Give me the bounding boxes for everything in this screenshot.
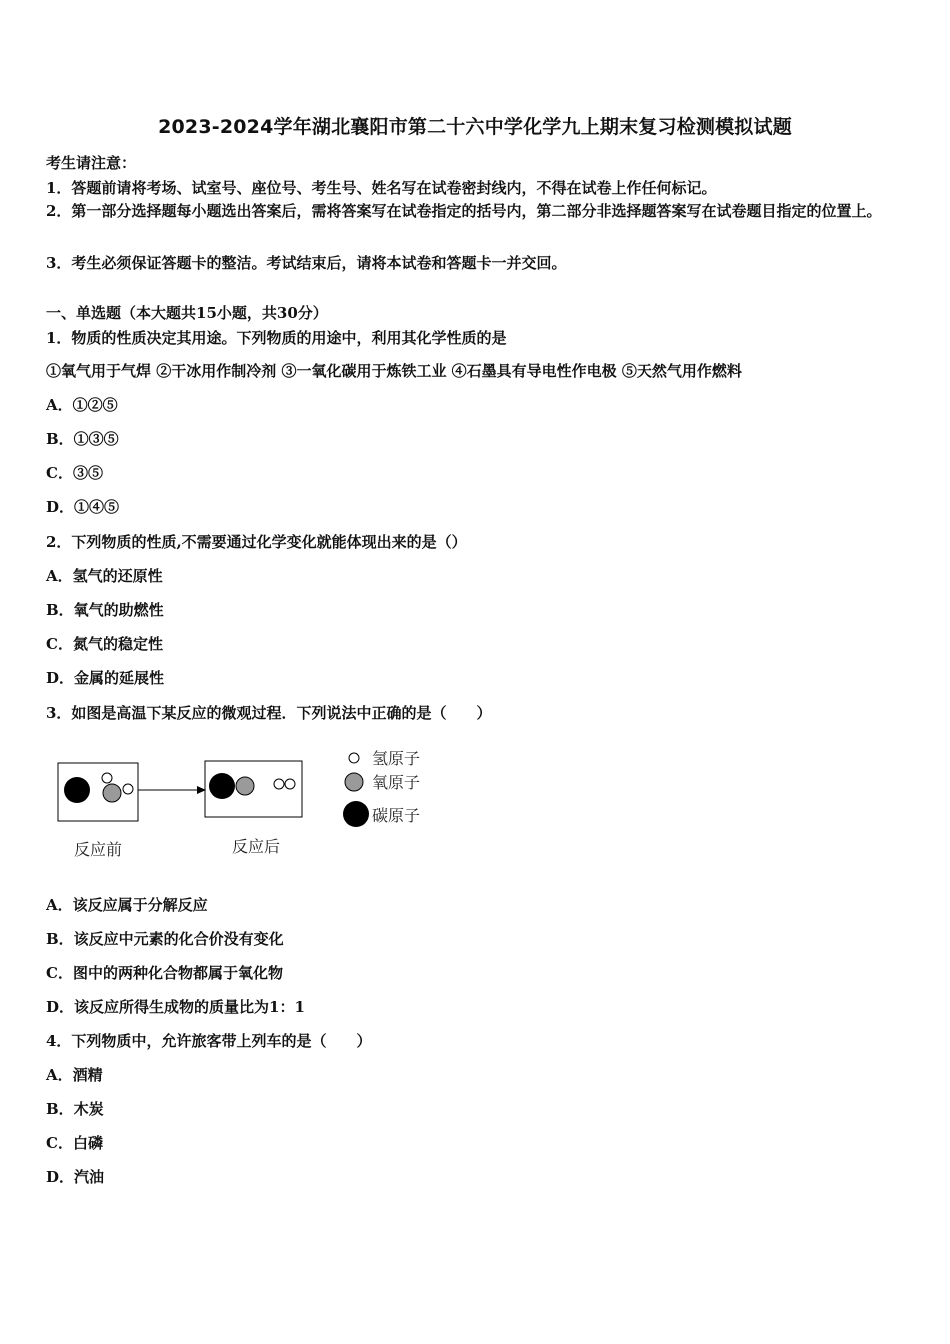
- legend-oxygen: 氧原子: [372, 773, 421, 792]
- hydrogen-atom: [274, 779, 284, 789]
- legend-carbon: 碳原子: [372, 806, 421, 825]
- exam-title: 2023-2024学年湖北襄阳市第二十六中学化学九上期末复习检测模拟试题: [158, 116, 792, 138]
- legend-hydrogen-icon: [349, 753, 359, 763]
- question-4-option-b: B．木炭: [46, 1100, 104, 1118]
- question-1-items: ①氧气用于气焊 ②干冰用作制冷剂 ③一氧化碳用于炼铁工业 ④石墨具有导电性作电极 ⑤天然气用作燃料: [46, 362, 742, 380]
- question-3-option-d: D．该反应所得生成物的质量比为1：1: [46, 998, 305, 1016]
- oxygen-atom: [236, 777, 254, 795]
- hydrogen-atom: [285, 779, 295, 789]
- legend-hydrogen: 氢原子: [372, 749, 421, 768]
- notice-item-2: 2．第一部分选择题每小题选出答案后，需将答案写在试卷指定的括号内，第二部分非选择题答案写在试卷题目指定的位置上。: [46, 202, 882, 220]
- question-1-option-a: A．①②⑤: [46, 396, 118, 414]
- question-2-option-d: D．金属的延展性: [46, 669, 165, 687]
- question-3-option-c: C．图中的两种化合物都属于氧化物: [46, 964, 283, 982]
- hydrogen-atom: [123, 784, 133, 794]
- after-label: 反应后: [232, 837, 281, 856]
- notice-item-3: 3．考生必须保证答题卡的整洁。考试结束后，请将本试卷和答题卡一并交回。: [46, 254, 567, 272]
- question-4-option-a: A．酒精: [46, 1066, 103, 1084]
- section-heading: 一、单选题（本大题共15小题，共30分）: [46, 304, 328, 322]
- carbon-atom: [64, 777, 90, 803]
- legend-carbon-icon: [343, 801, 369, 827]
- question-3-option-a: A．该反应属于分解反应: [46, 896, 208, 914]
- legend-oxygen-icon: [345, 773, 363, 791]
- question-4-stem: 4．下列物质中，允许旅客带上列车的是（ ）: [46, 1032, 372, 1050]
- question-3-option-b: B．该反应中元素的化合价没有变化: [46, 930, 284, 948]
- carbon-atom: [209, 773, 235, 799]
- hydrogen-atom: [102, 773, 112, 783]
- notice-heading: 考生请注意：: [46, 154, 137, 172]
- question-1-option-d: D．①④⑤: [46, 498, 120, 516]
- question-2-option-c: C．氮气的稳定性: [46, 635, 163, 653]
- question-4-option-d: D．汽油: [46, 1168, 105, 1186]
- question-1-option-b: B．①③⑤: [46, 430, 119, 448]
- oxygen-atom: [103, 784, 121, 802]
- question-1-stem: 1．物质的性质决定其用途。下列物质的用途中，利用其化学性质的是: [46, 329, 507, 347]
- notice-item-1: 1．答题前请将考场、试室号、座位号、考生号、姓名写在试卷密封线内，不得在试卷上作任何标记。: [46, 179, 717, 197]
- reaction-diagram: [54, 745, 454, 865]
- question-2-option-a: A．氢气的还原性: [46, 567, 163, 585]
- question-2-option-b: B．氧气的助燃性: [46, 601, 164, 619]
- before-label: 反应前: [74, 840, 123, 859]
- question-4-option-c: C．白磷: [46, 1134, 103, 1152]
- question-1-option-c: C．③⑤: [46, 464, 103, 482]
- question-3-stem: 3．如图是高温下某反应的微观过程．下列说法中正确的是（ ）: [46, 704, 492, 722]
- question-2-stem: 2．下列物质的性质,不需要通过化学变化就能体现出来的是（）: [46, 533, 467, 551]
